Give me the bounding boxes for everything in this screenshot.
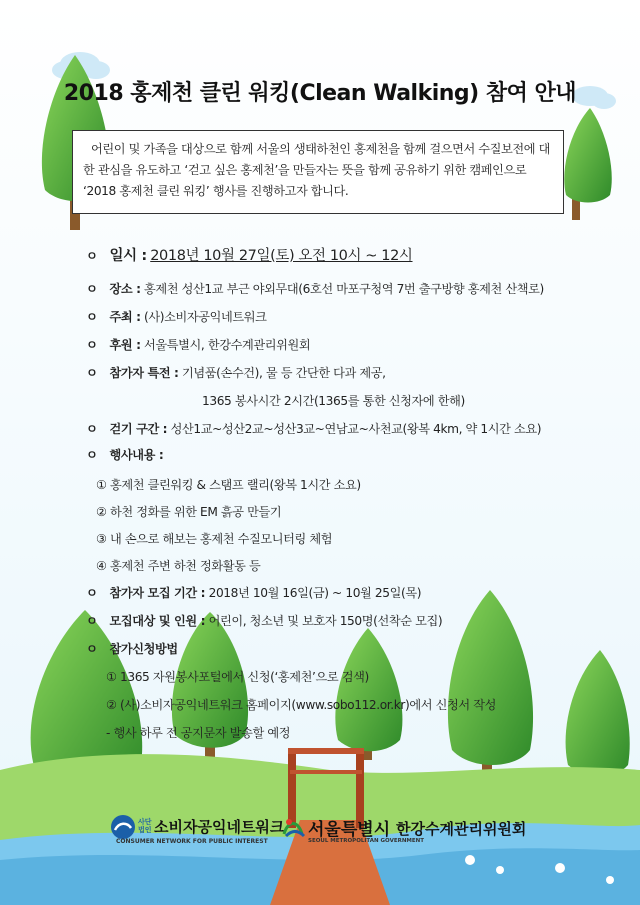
program-item: ④ 홍제천 주변 하천 정화활동 등 — [96, 559, 261, 573]
bullet-icon: ㅇ — [86, 586, 98, 600]
bullet-icon: ㅇ — [86, 642, 98, 656]
cpn-english: CONSUMER NETWORK FOR PUBLIC INTEREST — [116, 838, 268, 845]
bullet-icon: ㅇ — [86, 249, 98, 263]
detail-date: ㅇ 일시 : 2018년 10월 27일(토) 오전 10시 ~ 12시 — [86, 248, 413, 264]
detail-benefit: ㅇ 참가자 특전 : 기념품(손수건), 물 등 간단한 다과 제공, — [86, 366, 386, 380]
detail-host: ㅇ 주최 : (사)소비자공익네트워크 — [86, 310, 267, 324]
program-item: ② 하천 정화를 위한 EM 흙공 만들기 — [96, 505, 282, 519]
detail-place: ㅇ 장소 : 홍제천 성산1교 부근 야외무대(6호선 마포구청역 7번 출구방향 홍제천 산책로) — [86, 282, 544, 296]
cpn-name: 소비자공익네트워크 — [154, 818, 285, 836]
bullet-icon: ㅇ — [86, 366, 98, 380]
detail-benefit-line2: 1365 봉사시간 2시간(1365를 통한 신청자에 한해) — [202, 394, 465, 408]
program-item: ① 홍제천 클린워킹 & 스탬프 랠리(왕복 1시간 소요) — [96, 478, 361, 492]
bullet-icon: ㅇ — [86, 448, 98, 462]
apply-item: - 행사 하루 전 공지문자 발송할 예정 — [106, 726, 291, 740]
page-title: 2018 홍제천 클린 워킹(Clean Walking) 참여 안내 — [63, 81, 577, 106]
bullet-icon: ㅇ — [86, 282, 98, 296]
program-item: ③ 내 손으로 해보는 홍제천 수질모니터링 체험 — [96, 532, 333, 546]
bullet-icon: ㅇ — [86, 614, 98, 628]
bullet-icon: ㅇ — [86, 310, 98, 324]
detail-period: ㅇ 참가자 모집 기간 : 2018년 10월 16일(금) ~ 10월 25일(목) — [86, 586, 422, 600]
apply-item: ① 1365 자원봉사포털에서 신청(‘홍제천’으로 검색) — [106, 670, 369, 684]
detail-sponsor: ㅇ 후원 : 서울특별시, 한강수계관리위원회 — [86, 338, 311, 352]
detail-target: ㅇ 모집대상 및 인원 : 어린이, 청소년 및 보호자 150명(선착순 모집) — [86, 614, 443, 628]
bullet-icon: ㅇ — [86, 422, 98, 436]
cpn-logo-icon — [110, 814, 136, 840]
hangang-logo: 한강수계관리위원회 — [396, 820, 527, 838]
seoul-logo-icon — [280, 814, 306, 842]
cpn-prefix: 사단법인 — [138, 818, 152, 834]
intro-box: 어린이 및 가족을 대상으로 함께 서울의 생태하천인 홍제천을 함께 걸으면서 수질보전에 대한 관심을 유도하고 ‘걷고 싶은 홍제천’을 만들자는 뜻을 함께 공유하기 위한 캠페인으로 ‘2018 홍제천 클린 워킹’ 행사를 진행하고자 합니다. — [72, 130, 564, 214]
detail-program: ㅇ 행사내용 : — [86, 448, 164, 462]
seoul-name: 서울특별시 — [308, 820, 391, 840]
bullet-icon: ㅇ — [86, 338, 98, 352]
footer-logos — [0, 808, 640, 854]
detail-route: ㅇ 걷기 구간 : 성산1교~성산2교~성산3교~연남교~사천교(왕복 4km, 약 1시간 소요) — [86, 422, 542, 436]
detail-apply: ㅇ 참가신청방법 — [86, 642, 178, 656]
apply-item: ② (사)소비자공익네트워크 홈페이지(www.sobo112.or.kr)에서 신청서 작성 — [106, 698, 496, 712]
seoul-english: SEOUL METROPOLITAN GOVERNMENT — [308, 838, 425, 844]
